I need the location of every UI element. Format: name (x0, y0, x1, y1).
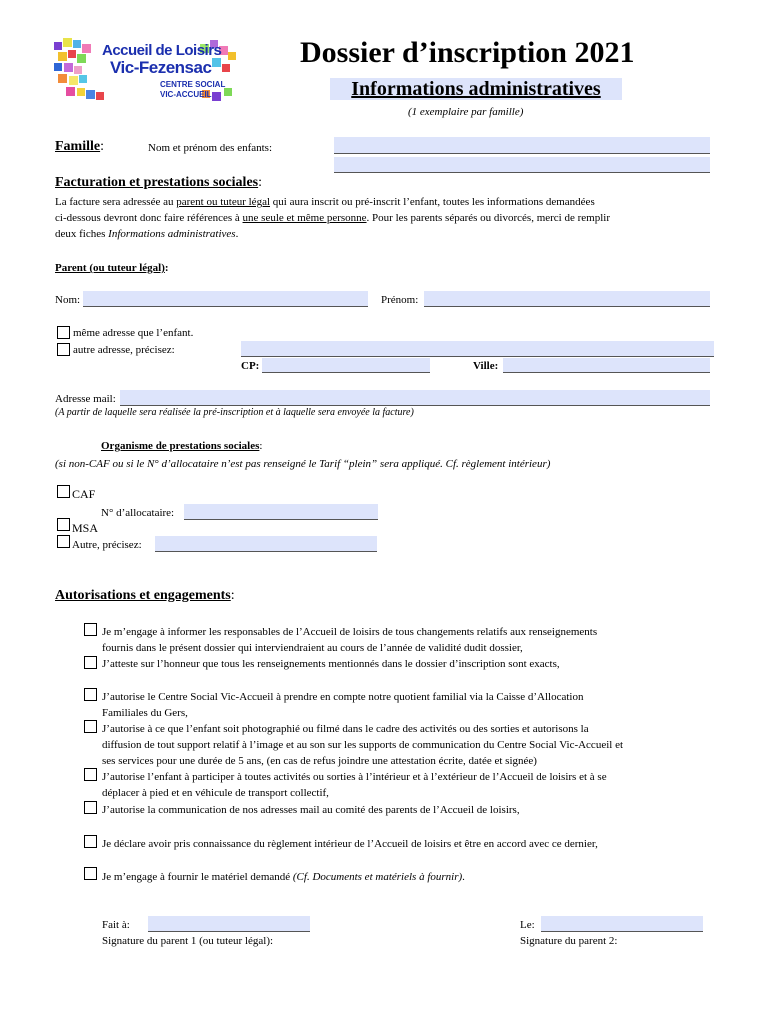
email-label: Adresse mail: (55, 393, 116, 405)
logo-line3: CENTRE SOCIAL (160, 80, 226, 89)
engagement-text-2: J’atteste sur l’honneur que tous les renseignements mentionnés dans le dossier d’inscription sont exacts, (102, 658, 560, 670)
msa-checkbox[interactable] (57, 518, 70, 531)
email-note: (A partir de laquelle sera réalisée la pré-inscription et à laquelle sera envoyée la facture) (55, 407, 414, 418)
engagement-checkbox-3[interactable] (84, 688, 97, 701)
page-subtitle: Informations administratives (330, 78, 622, 100)
children-field-1[interactable] (334, 137, 710, 154)
organisme-heading: Organisme de prestations sociales: (101, 440, 263, 452)
famille-label: Famille: (55, 139, 104, 154)
engagement-checkbox-5[interactable] (84, 768, 97, 781)
signature-parent2-label: Signature du parent 2: (520, 935, 618, 947)
engagement-checkbox-8[interactable] (84, 867, 97, 880)
other-address-label: autre adresse, précisez: (73, 344, 175, 356)
logo-line2: Vic-Fezensac (110, 58, 212, 77)
le-field[interactable] (541, 916, 703, 932)
caf-label: CAF (72, 487, 96, 501)
engagement-checkbox-1[interactable] (84, 623, 97, 636)
caf-checkbox[interactable] (57, 485, 70, 498)
nom-label: Nom: (55, 294, 81, 306)
same-address-label: même adresse que l’enfant. (73, 327, 194, 339)
signature-parent1-label: Signature du parent 1 (ou tuteur légal): (102, 935, 274, 947)
page-title: Dossier d’inscription 2021 (300, 36, 635, 69)
ville-field[interactable] (503, 358, 710, 373)
prenom-label: Prénom: (381, 294, 419, 306)
msa-label: MSA (72, 521, 99, 535)
engagement-text-6: J’autorise la communication de nos adresses mail au comité des parents de l’Accueil de loisirs, (102, 804, 520, 816)
children-field-2[interactable] (334, 157, 710, 173)
le-label: Le: (520, 919, 535, 931)
facturation-heading: Facturation et prestations sociales: (55, 175, 262, 190)
engagement-checkbox-4[interactable] (84, 720, 97, 733)
email-field[interactable] (120, 390, 710, 406)
logo (52, 38, 242, 104)
logo-line4: VIC-ACCUEIL (160, 90, 212, 99)
allocataire-label: N° d’allocataire: (101, 507, 175, 519)
other-address-checkbox[interactable] (57, 343, 70, 356)
parent-heading: Parent (ou tuteur légal): (55, 262, 169, 274)
organisme-note: (si non-CAF ou si le N° d’allocataire n’est pas renseigné le Tarif “plein” sera appliqué. Cf. règlement intérieur) (55, 458, 551, 470)
fait-label: Fait à: (102, 919, 130, 931)
engagement-text-1: Je m’engage à informer les responsables de l’Accueil de loisirs de tous changements relatifs aux renseignements fournis dans le présent dossier qui interviendraient au cours de l’année de validité dudit dossier, (102, 626, 598, 654)
children-label: Nom et prénom des enfants: (148, 142, 273, 154)
engagement-checkbox-7[interactable] (84, 835, 97, 848)
nom-field[interactable] (83, 291, 368, 307)
address-field[interactable] (241, 341, 714, 357)
engagement-text-4: J’autorise à ce que l’enfant soit photographié ou filmé dans le cadre des activités ou des sorties et autorisons la diffusion de tout support relatif à l’image et au son sur les supports de communication du Centre Social Vic-Accueil et ses services pour une durée de 5 ans, (en cas de refus joindre une attestation écrite, datée et signée) (102, 723, 624, 767)
ville-label: Ville: (473, 360, 499, 372)
facturation-paragraph: La facture sera adressée au parent ou tuteur légal qui aura inscrit ou pré-inscrit l’enfant, toutes les informations demandées ci-dessous devront donc faire références à une seule et même personne. Pour les parents séparés ou divorcés, merci de remplir deux fiches Informations administratives. (55, 196, 610, 240)
engagement-checkbox-2[interactable] (84, 656, 97, 669)
autre-label: Autre, précisez: (72, 539, 142, 551)
same-address-checkbox[interactable] (57, 326, 70, 339)
logo-line1: Accueil de Loisirs (102, 42, 222, 59)
fait-field[interactable] (148, 916, 310, 932)
autre-field[interactable] (155, 536, 377, 552)
prenom-field[interactable] (424, 291, 710, 307)
engagement-text-5: J’autorise l’enfant à participer à toutes activités ou sorties à l’intérieur et à l’extérieur de l’Accueil de loisirs et à se déplacer à pied et en véhicule de transport collectif, (102, 771, 607, 799)
copy-note: (1 exemplaire par famille) (408, 106, 524, 118)
engagement-text-8: Je m’engage à fournir le matériel demandé (Cf. Documents et matériels à fournir). (102, 871, 465, 883)
allocataire-field[interactable] (184, 504, 378, 520)
engagement-checkbox-6[interactable] (84, 801, 97, 814)
autre-checkbox[interactable] (57, 535, 70, 548)
engagement-text-7: Je déclare avoir pris connaissance du règlement intérieur de l’Accueil de loisirs et être en accord avec ce dernier, (102, 838, 598, 850)
engagement-text-3: J’autorise le Centre Social Vic-Accueil à prendre en compte notre quotient familial via la Caisse d’Allocation Familiales du Gers, (102, 691, 584, 719)
cp-field[interactable] (262, 358, 430, 373)
cp-label: CP: (241, 360, 260, 372)
autorisations-heading: Autorisations et engagements: (55, 588, 235, 603)
